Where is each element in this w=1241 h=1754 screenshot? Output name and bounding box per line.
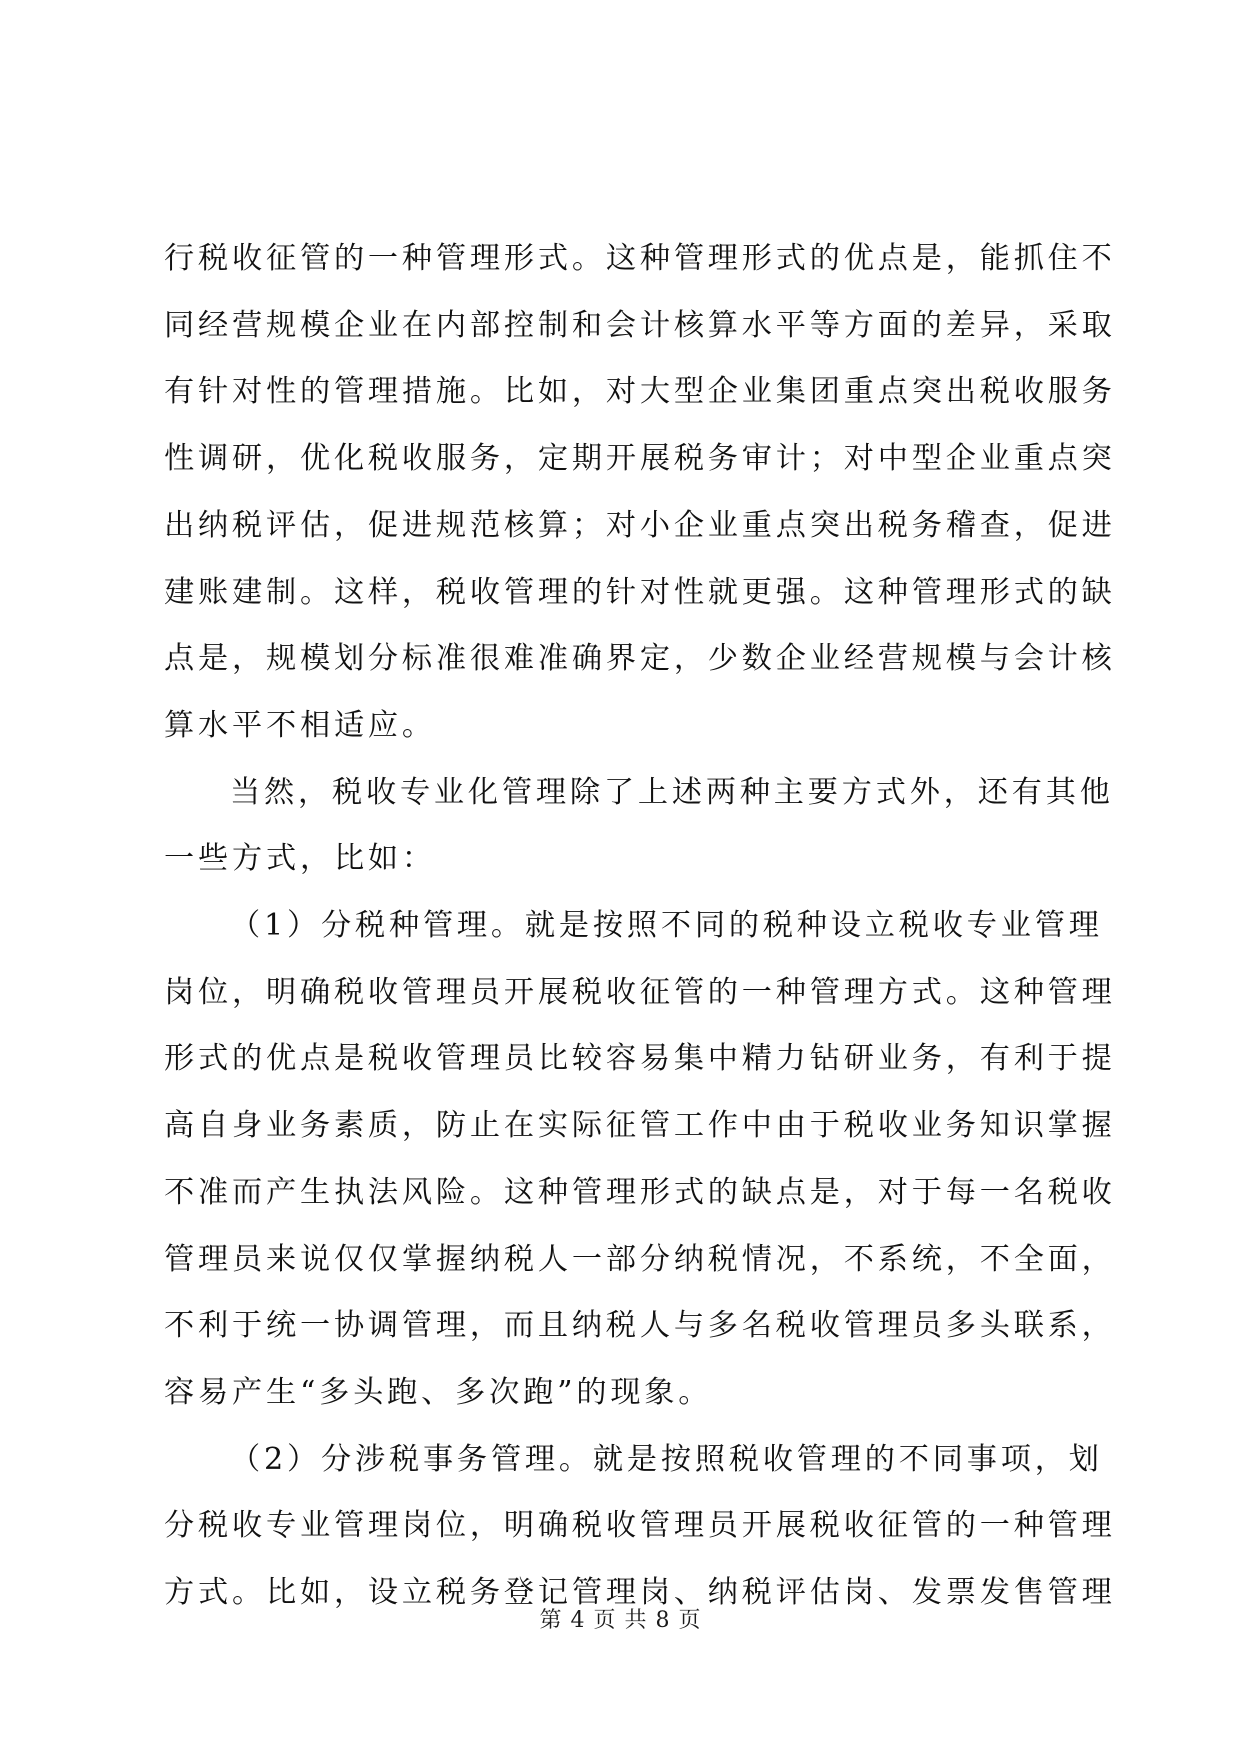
text-line: （1）分税种管理。就是按照不同的税种设立税收专业管理	[230, 908, 1103, 944]
text-line: 形式的优点是税收管理员比较容易集中精力钻研业务，有利于提	[164, 1041, 1116, 1077]
page-number: 第 4 页 共 8 页	[539, 1608, 702, 1633]
text-line: 点是，规模划分标准很难准确界定，少数企业经营规模与会计核	[164, 641, 1116, 677]
text-line: 性调研，优化税收服务，定期开展税务审计；对中型企业重点突	[164, 441, 1116, 477]
text-line: 有针对性的管理措施。比如，对大型企业集团重点突出税收服务	[164, 374, 1116, 410]
text-line: 同经营规模企业在内部控制和会计核算水平等方面的差异，采取	[164, 307, 1116, 343]
text-line: （2）分涉税事务管理。就是按照税收管理的不同事项，划	[230, 1441, 1103, 1477]
text-line: 算水平不相适应。	[164, 707, 436, 743]
text-line: 容易产生“多头跑、多次跑”的现象。	[164, 1374, 713, 1410]
paragraph-tax-type-management	[164, 893, 1116, 1427]
text-line: 建账建制。这样，税收管理的针对性就更强。这种管理形式的缺	[164, 574, 1116, 610]
text-line: 分税收专业管理岗位，明确税收管理员开展税收征管的一种管理	[164, 1508, 1116, 1544]
document-body	[164, 226, 1116, 1627]
text-line: 不准而产生执法风险。这种管理形式的缺点是，对于每一名税收	[164, 1174, 1116, 1210]
text-line: 行税收征管的一种管理形式。这种管理形式的优点是，能抓住不	[164, 241, 1116, 276]
text-line: 当然，税收专业化管理除了上述两种主要方式外，还有其他	[230, 774, 1114, 810]
text-line: 岗位，明确税收管理员开展税收征管的一种管理方式。这种管理	[164, 974, 1116, 1010]
text-line: 不利于统一协调管理，而且纳税人与多名税收管理员多头联系，	[164, 1308, 1116, 1344]
text-line: 方式。比如，设立税务登记管理岗、纳税评估岗、发票发售管理	[164, 1575, 1116, 1611]
text-line: 出纳税评估，促进规范核算；对小企业重点突出税务稽查，促进	[164, 507, 1116, 543]
text-line: 管理员来说仅仅掌握纳税人一部分纳税情况，不系统，不全面，	[164, 1241, 1116, 1277]
page-footer	[0, 1606, 1241, 1636]
text-line: 一些方式，比如：	[164, 841, 436, 877]
paragraph-continuation	[164, 226, 1116, 760]
paragraph-tax-affairs-management	[164, 1427, 1116, 1627]
paragraph-other-methods	[164, 760, 1114, 893]
text-line: 高自身业务素质，防止在实际征管工作中由于税收业务知识掌握	[164, 1108, 1116, 1144]
